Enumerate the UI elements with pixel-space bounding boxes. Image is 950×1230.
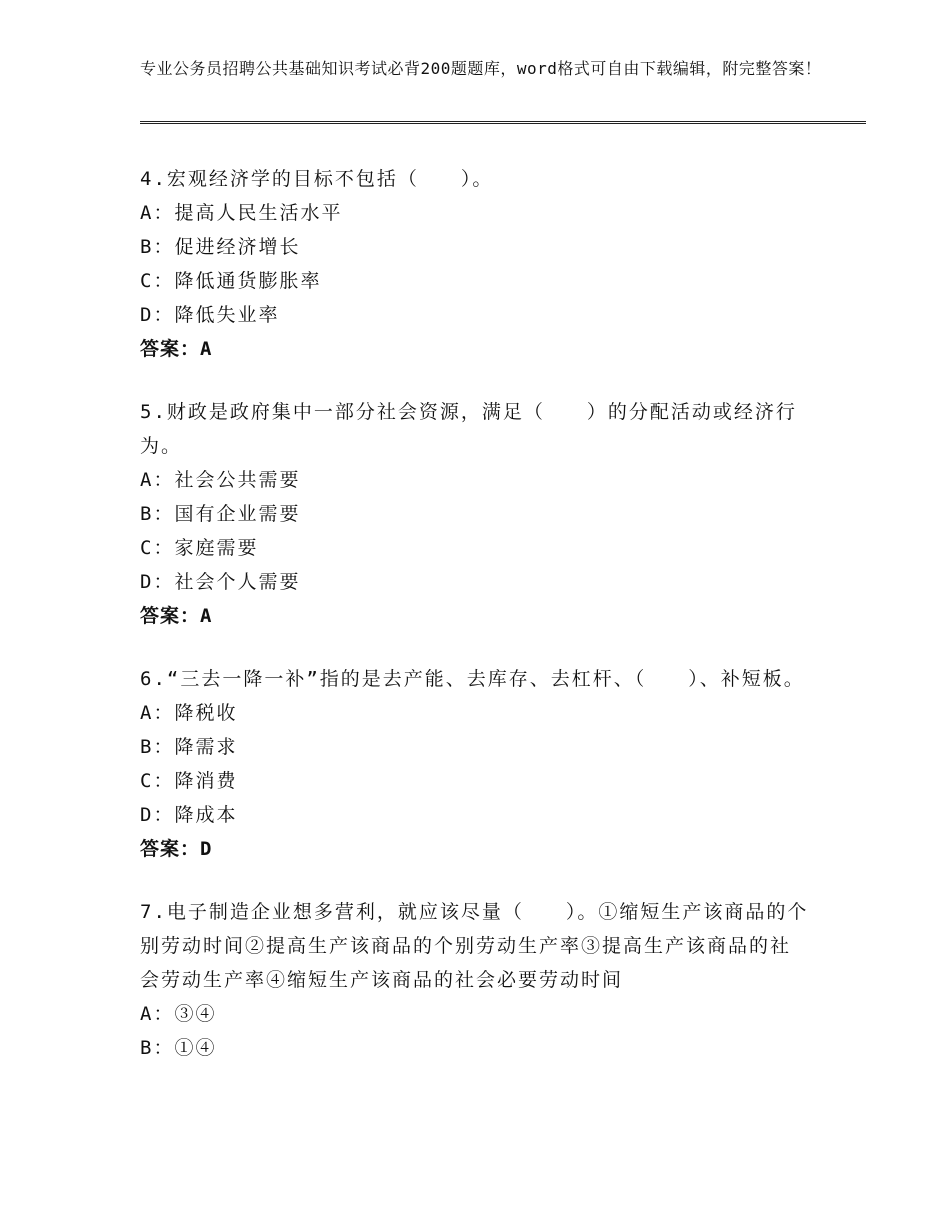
option-d <box>140 798 810 832</box>
question-stem: 5.财政是政府集中一部分社会资源，满足（ ）的分配活动或经济行为。 <box>140 401 797 457</box>
option-text: 降低通货膨胀率 <box>174 270 322 292</box>
option-letter: A： <box>140 1003 175 1025</box>
option-d <box>140 298 810 332</box>
option-letter: B： <box>140 1037 175 1059</box>
option-text: 降税收 <box>174 702 238 724</box>
option-text: 降低失业率 <box>174 304 280 326</box>
question-list <box>140 162 810 1094</box>
option-a <box>140 463 810 497</box>
option-b <box>140 230 810 264</box>
page-header <box>140 58 840 80</box>
question-6 <box>140 662 810 866</box>
option-c <box>140 264 810 298</box>
question-stem: 4.宏观经济学的目标不包括（ ）。 <box>140 168 494 190</box>
option-letter: D： <box>140 804 175 826</box>
question-stem: 7.电子制造企业想多营利，就应该尽量（ ）。①缩短生产该商品的个别劳动时间②提高生产该商品的个别劳动生产率③提高生产该商品的社会劳动生产率④缩短生产该商品的社会必要劳动时间 <box>140 901 809 991</box>
header-divider <box>140 121 866 124</box>
header-text: 专业公务员招聘公共基础知识考试必背200题题库，word格式可自由下载编辑，附完整答案！ <box>140 59 822 78</box>
option-text: ①④ <box>174 1037 217 1059</box>
option-text: 降消费 <box>174 770 238 792</box>
option-letter: D： <box>140 304 175 326</box>
option-text: 降需求 <box>174 736 238 758</box>
option-b <box>140 1031 810 1065</box>
option-letter: C： <box>140 270 175 292</box>
question-stem: 6.“三去一降一补”指的是去产能、去库存、去杠杆、（ ）、补短板。 <box>140 668 805 690</box>
option-text: ③④ <box>174 1003 217 1025</box>
option-letter: A： <box>140 469 175 491</box>
option-text: 促进经济增长 <box>174 236 301 258</box>
option-letter: A： <box>140 202 175 224</box>
option-letter: B： <box>140 736 175 758</box>
question-7 <box>140 895 810 1065</box>
option-b <box>140 730 810 764</box>
option-letter: C： <box>140 537 175 559</box>
option-text: 降成本 <box>174 804 238 826</box>
option-a <box>140 196 810 230</box>
option-letter: A： <box>140 702 175 724</box>
option-c <box>140 764 810 798</box>
answer-label: 答案：D <box>140 838 213 860</box>
question-4 <box>140 162 810 366</box>
option-letter: B： <box>140 236 175 258</box>
option-letter: D： <box>140 571 175 593</box>
option-a <box>140 696 810 730</box>
option-text: 国有企业需要 <box>174 503 301 525</box>
option-d <box>140 565 810 599</box>
option-c <box>140 531 810 565</box>
question-5 <box>140 395 810 633</box>
answer-label: 答案：A <box>140 605 213 627</box>
option-text: 社会公共需要 <box>174 469 301 491</box>
option-a <box>140 997 810 1031</box>
option-text: 社会个人需要 <box>174 571 301 593</box>
answer-label: 答案：A <box>140 338 213 360</box>
option-letter: B： <box>140 503 175 525</box>
option-letter: C： <box>140 770 175 792</box>
option-b <box>140 497 810 531</box>
option-text: 提高人民生活水平 <box>174 202 343 224</box>
option-text: 家庭需要 <box>174 537 259 559</box>
